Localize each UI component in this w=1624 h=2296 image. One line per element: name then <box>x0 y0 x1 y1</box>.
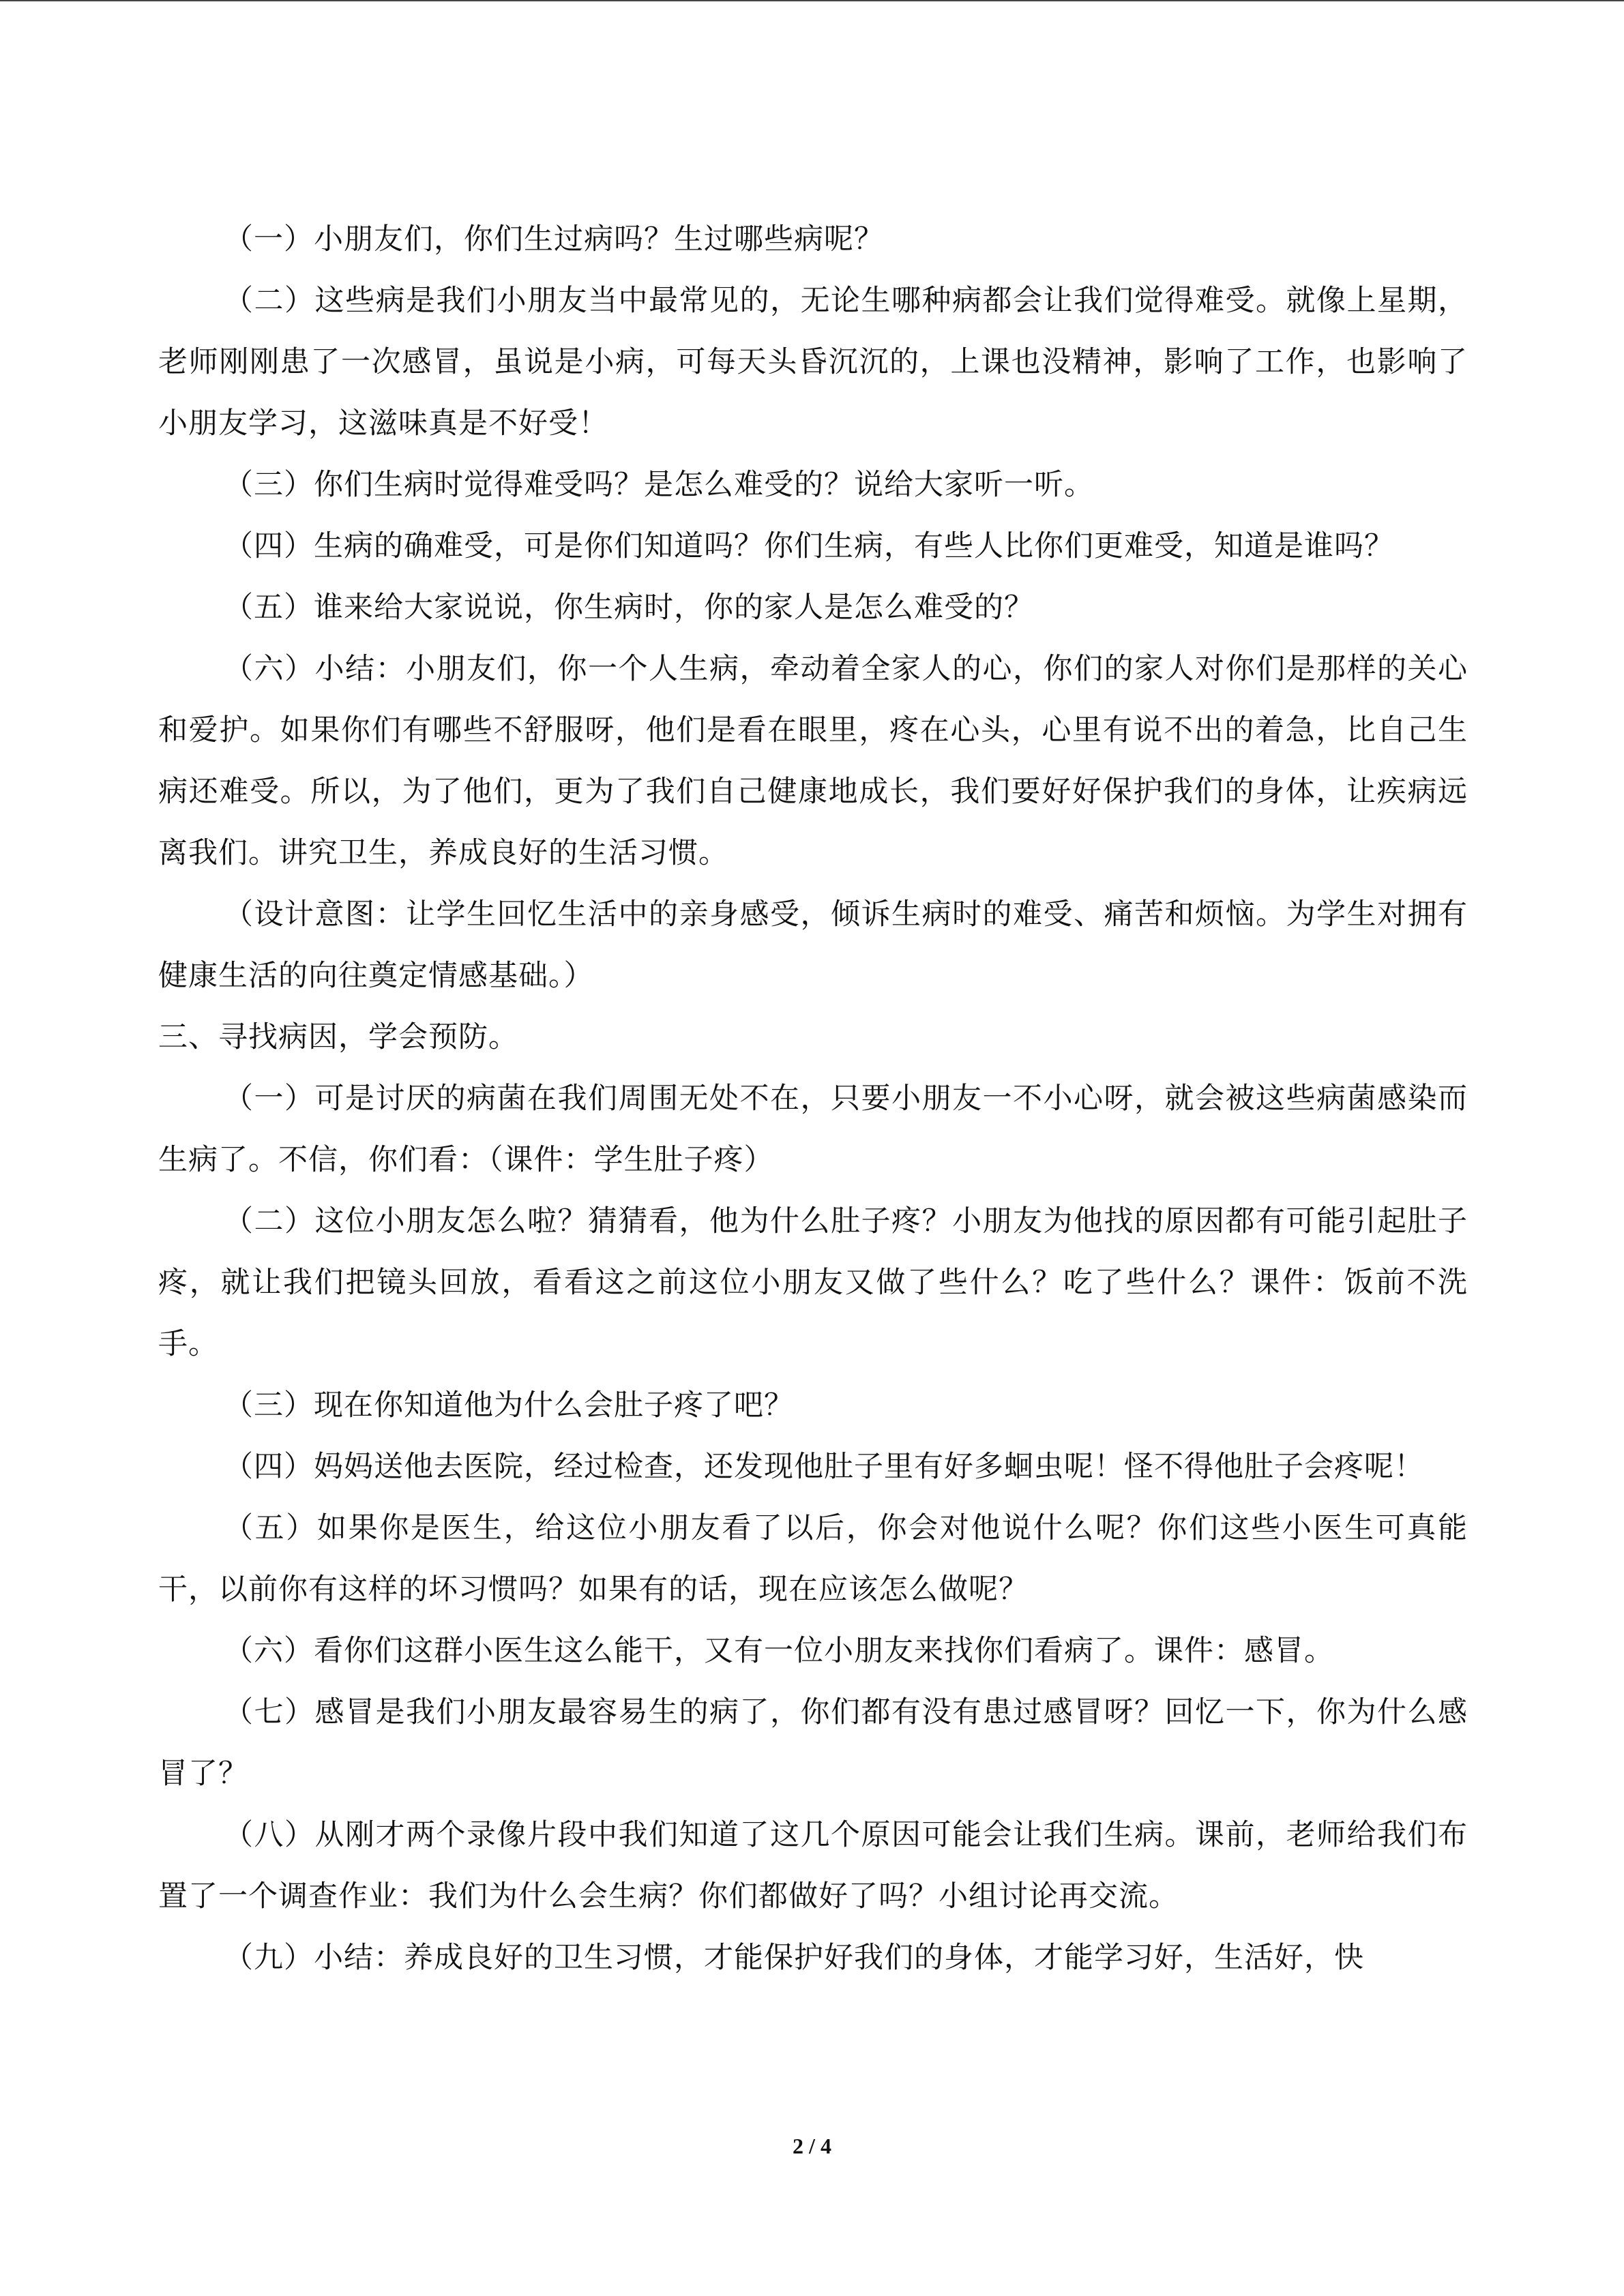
paragraph-7: （设计意图：让学生回忆生活中的亲身感受，倾诉生病时的难受、痛苦和烦恼。为学生对拥有健康生活的向往奠定情感基础。） <box>158 897 1468 993</box>
paragraph-16: （八）从刚才两个录像片段中我们知道了这几个原因可能会让我们生病。课前，老师给我们布置了一个调查作业：我们为什么会生病？你们都做好了吗？小组讨论再交流。 <box>158 1818 1468 1913</box>
paragraph-6: （六）小结：小朋友们，你一个人生病，牵动着全家人的心，你们的家人对你们是那样的关心和爱护。如果你们有哪些不舒服呀，他们是看在眼里，疼在心头，心里有说不出的着急，比自己生病还难受。所以，为了他们，更为了我们自己健康地成长，我们要好好保护我们的身体，让疾病远离我们。讲究卫生，养成良好的生活习惯。 <box>158 652 1468 870</box>
paragraph-3: （三）你们生病时觉得难受吗？是怎么难受的？说给大家听一听。 <box>224 468 1094 502</box>
paragraph-11: （三）现在你知道他为什么会肚子疼了吧？ <box>224 1388 794 1422</box>
section-heading: 三、寻找病因，学会预防。 <box>158 1020 518 1054</box>
paragraph-2: （二）这些病是我们小朋友当中最常见的，无论生哪种病都会让我们觉得难受。就像上星期，老师刚刚患了一次感冒，虽说是小病，可每天头昏沉沉的，上课也没精神，影响了工作，也影响了小朋友学习，这滋味真是不好受！ <box>158 284 1468 441</box>
paragraph-12: （四）妈妈送他去医院，经过检查，还发现他肚子里有好多蛔虫呢！怪不得他肚子会疼呢！ <box>224 1450 1424 1484</box>
paragraph-15: （七）感冒是我们小朋友最容易生的病了，你们都有没有患过感冒呀？回忆一下，你为什么感冒了？ <box>158 1695 1468 1791</box>
paragraph-13: （五）如果你是医生，给这位小朋友看了以后，你会对他说什么呢？你们这些小医生可真能干，以前你有这样的坏习惯吗？如果有的话，现在应该怎么做呢？ <box>158 1511 1468 1607</box>
document-body <box>158 209 1468 1988</box>
paragraph-17: （九）小结：养成良好的卫生习惯，才能保护好我们的身体，才能学习好，生活好，快 <box>224 1941 1364 1975</box>
paragraph-14: （六）看你们这群小医生这么能干，又有一位小朋友来找你们看病了。课件：感冒。 <box>224 1634 1334 1668</box>
paragraph-1: （一）小朋友们，你们生过病吗？生过哪些病呢？ <box>224 222 884 256</box>
paragraph-5: （五）谁来给大家说说，你生病时，你的家人是怎么难受的？ <box>224 591 1034 625</box>
page-number: 2 / 4 <box>793 2134 831 2158</box>
paragraph-10: （二）这位小朋友怎么啦？猜猜看，他为什么肚子疼？小朋友为他找的原因都有可能引起肚子疼，就让我们把镜头回放，看看这之前这位小朋友又做了些什么？吃了些什么？课件：饭前不洗手。 <box>158 1204 1468 1361</box>
paragraph-4: （四）生病的确难受，可是你们知道吗？你们生病，有些人比你们更难受，知道是谁吗？ <box>224 529 1394 563</box>
paragraph-9: （一）可是讨厌的病菌在我们周围无处不在，只要小朋友一不小心呀，就会被这些病菌感染而生病了。不信，你们看：（课件：学生肚子疼） <box>158 1082 1468 1177</box>
